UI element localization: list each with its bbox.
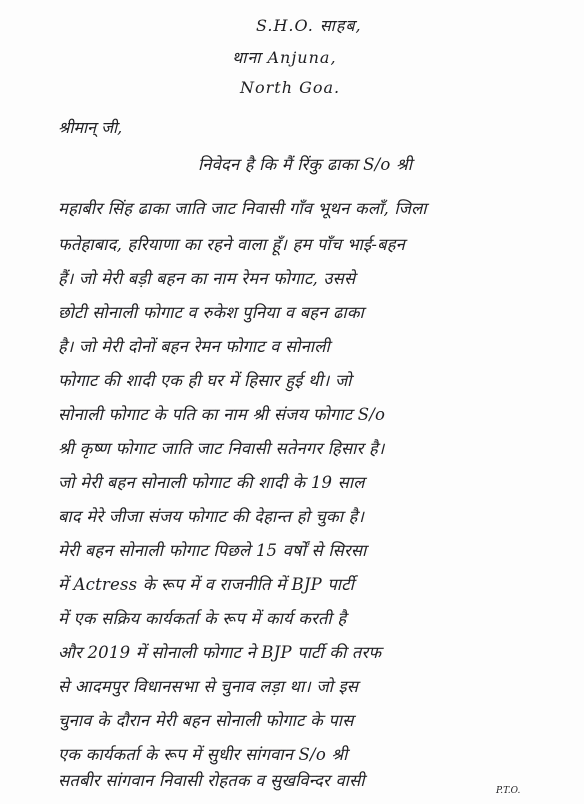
body-line-17: चुनाव के दौरान मेरी बहन सोनाली फोगाट के पास <box>58 711 354 730</box>
body-line-5: छोटी सोनाली फोगाट व रुकेश पुनिया व बहन ढाका <box>58 303 364 322</box>
address-line-1: S.H.O. साहब, <box>256 16 362 35</box>
address-line-2: थाना Anjuna, <box>232 48 337 67</box>
body-line-1: निवेदन है कि मैं रिंकु ढाका S/o श्री <box>198 155 413 174</box>
body-line-13: में Actress के रूप में व राजनीति में BJP पार्टी <box>58 575 355 594</box>
pto-note: P.T.O. <box>496 786 521 796</box>
salutation: श्रीमान् जी, <box>58 118 123 137</box>
body-line-3: फतेहाबाद, हरियाणा का रहने वाला हूँ। हम पाँच भाई-बहन <box>58 235 406 254</box>
body-line-15: और 2019 में सोनाली फोगाट ने BJP पार्टी की तरफ <box>58 643 382 662</box>
body-line-18: एक कार्यकर्ता के रूप में सुधीर सांगवान S/o श्री <box>58 745 348 764</box>
body-line-9: श्री कृष्ण फोगाट जाति जाट निवासी सतेनगर हिसार है। <box>58 439 385 458</box>
body-line-19: सतबीर सांगवान निवासी रोहतक व सुखविन्दर वासी <box>58 771 365 790</box>
address-line-3: North Goa. <box>240 78 341 97</box>
body-line-6: है। जो मेरी दोनों बहन रेमन फोगाट व सोनाली <box>58 337 330 356</box>
body-line-2: महाबीर सिंह ढाका जाति जाट निवासी गाँव भूथन कलाँ, जिला <box>58 199 427 218</box>
body-line-16: से आदमपुर विधानसभा से चुनाव लड़ा था। जो इस <box>58 677 359 696</box>
body-line-11: बाद मेरे जीजा संजय फोगाट की देहान्त हो चुका है। <box>58 507 365 526</box>
body-line-4: हैं। जो मेरी बड़ी बहन का नाम रेमन फोगाट, उससे <box>58 269 356 288</box>
body-line-8: सोनाली फोगाट के पति का नाम श्री संजय फोगाट S/o <box>58 405 386 424</box>
body-line-10: जो मेरी बहन सोनाली फोगाट की शादी के 19 साल <box>58 473 365 492</box>
body-line-7: फोगाट की शादी एक ही घर में हिसार हुई थी। जो <box>58 371 352 390</box>
body-line-14: में एक सक्रिय कार्यकर्ता के रूप में कार्य करती है <box>58 609 347 628</box>
body-line-12: मेरी बहन सोनाली फोगाट पिछले 15 वर्षों से सिरसा <box>58 541 367 560</box>
